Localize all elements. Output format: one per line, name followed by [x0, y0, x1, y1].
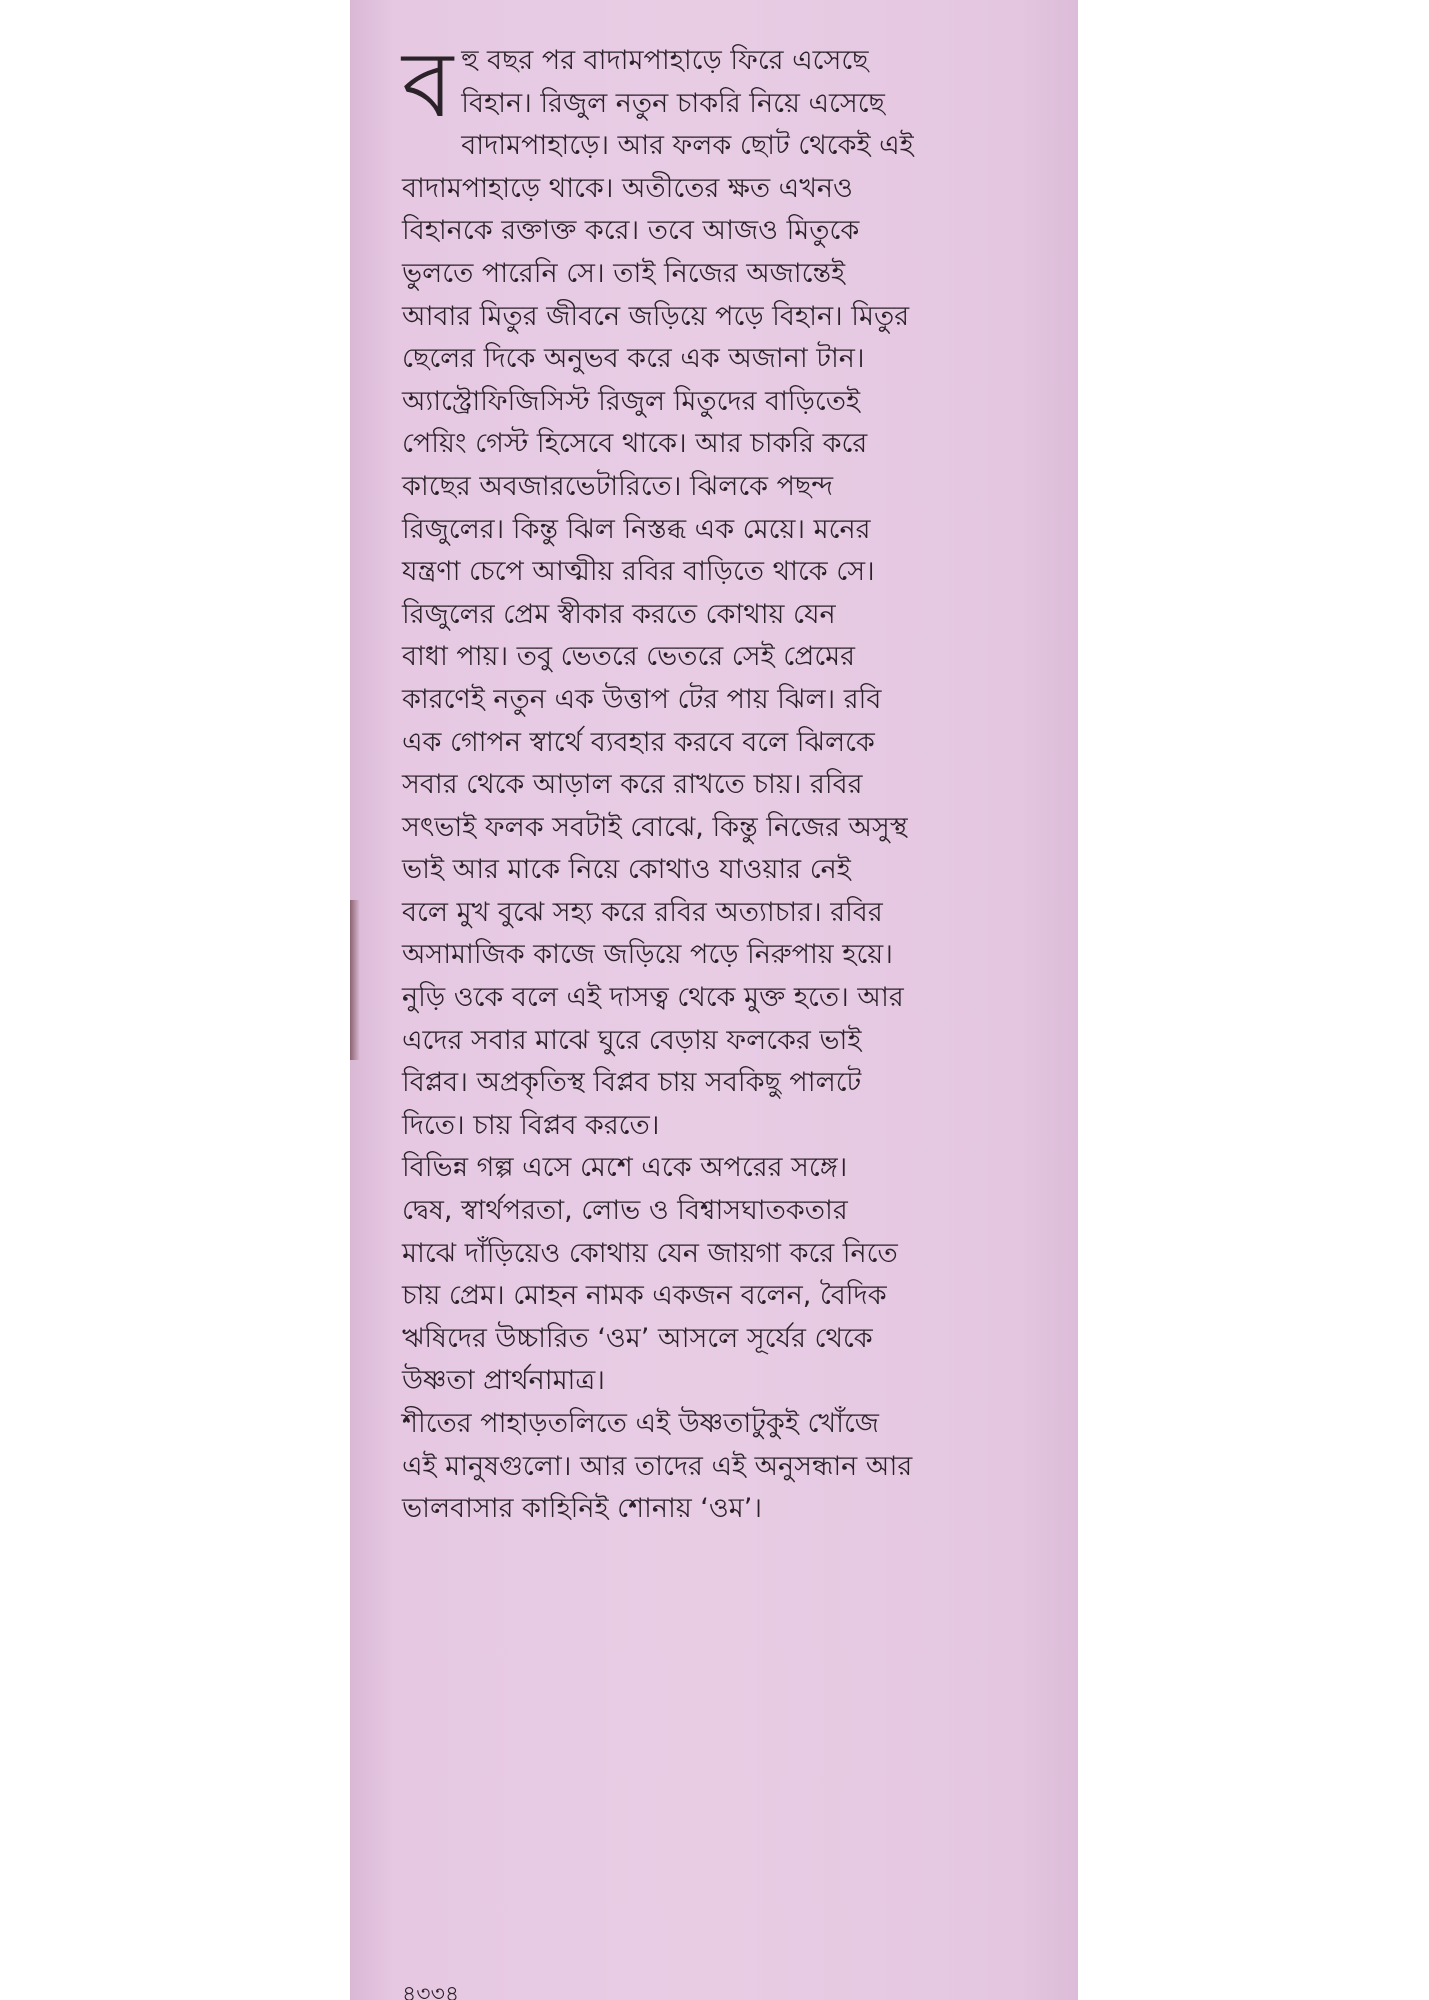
text-line: নুড়ি ওকে বলে এই দাসত্ব থেকে মুক্ত হতে। আর	[402, 982, 904, 1014]
text-line: উষ্ণতা প্রার্থনামাত্র।	[402, 1365, 605, 1397]
blurb-paragraph-1	[402, 31, 1002, 1147]
text-line: ভালবাসার কাহিনিই শোনায় ‘ওম’।	[402, 1493, 762, 1525]
text-line: অসামাজিক কাজে জড়িয়ে পড়ে নিরুপায় হয়ে।	[402, 939, 893, 971]
drop-cap: ব	[402, 31, 454, 138]
text-line: বাদামপাহাড়ে। আর ফলক ছোট থেকেই এই	[461, 130, 914, 162]
text-line: রিজুলের প্রেম স্বীকার করতে কোথায় যেন	[402, 598, 836, 630]
text-line: ছেলের দিকে অনুভব করে এক অজানা টান।	[402, 343, 865, 375]
text-line: সৎভাই ফলক সবটাই বোঝে, কিন্তু নিজের অসুস্থ	[402, 811, 908, 843]
text-line: যন্ত্রণা চেপে আত্মীয় রবির বাড়িতে থাকে সে।	[402, 556, 875, 588]
text-line: বিহান। রিজুল নতুন চাকরি নিয়ে এসেছে	[461, 87, 885, 119]
text-line: ঋষিদের উচ্চারিত ‘ওম’ আসলে সূর্যের থেকে	[402, 1322, 873, 1354]
text-line: কারণেই নতুন এক উত্তাপ টের পায় ঝিল। রবি	[402, 683, 882, 715]
blurb-text	[402, 31, 1002, 1531]
text-line: আবার মিতুর জীবনে জড়িয়ে পড়ে বিহান। মিতুর	[402, 300, 910, 332]
text-line: দ্বেষ, স্বার্থপরতা, লোভ ও বিশ্বাসঘাতকতার	[402, 1195, 848, 1227]
text-line: বাধা পায়। তবু ভেতরে ভেতরে সেই প্রেমের	[402, 641, 856, 673]
text-line: বিপ্লব। অপ্রকৃতিস্থ বিপ্লব চায় সবকিছু পালটে	[402, 1067, 862, 1099]
text-line: শীতের পাহাড়তলিতে এই উষ্ণতাটুকুই খোঁজে	[402, 1408, 879, 1439]
text-line: বিহানকে রক্তাক্ত করে। তবে আজও মিতুকে	[402, 215, 860, 247]
text-line: অ্যাস্ট্রোফিজিসিস্ট রিজুল মিতুদের বাড়িতেই	[402, 385, 861, 417]
text-line: চায় প্রেম। মোহন নামক একজন বলেন, বৈদিক	[402, 1280, 887, 1312]
text-line: সবার থেকে আড়াল করে রাখতে চায়। রবির	[402, 769, 863, 801]
text-line: বিভিন্ন গল্প এসে মেশে একে অপরের সঙ্গে।	[402, 1152, 848, 1184]
flap-edge-shadow	[350, 900, 360, 1060]
text-line: এই মানুষগুলো। আর তাদের এই অনুসন্ধান আর	[402, 1450, 913, 1482]
text-line: রিজুলের। কিন্তু ঝিল নিস্তব্ধ এক মেয়ে। মনের	[402, 513, 871, 545]
blurb-paragraph-3	[402, 1403, 1002, 1531]
text-line: বাদামপাহাড়ে থাকে। অতীতের ক্ষত এখনও	[402, 172, 853, 204]
text-line: হু বছর পর বাদামপাহাড়ে ফিরে এসেছে	[461, 45, 869, 76]
text-line: কাছের অবজারভেটারিতে। ঝিলকে পছন্দ	[402, 470, 833, 502]
text-line: ভাই আর মাকে নিয়ে কোথাও যাওয়ার নেই	[402, 854, 851, 886]
text-line: দিতে। চায় বিপ্লব করতে।	[402, 1109, 660, 1141]
text-line: ভুলতে পারেনি সে। তাই নিজের অজান্তেই	[402, 257, 846, 289]
text-line: বলে মুখ বুঝে সহ্য করে রবির অত্যাচার। রবির	[402, 896, 883, 928]
page-folio: ৪৩৩৪	[402, 1984, 460, 2000]
text-line: এদের সবার মাঝে ঘুরে বেড়ায় ফলকের ভাই	[402, 1024, 862, 1056]
text-line: এক গোপন স্বার্থে ব্যবহার করবে বলে ঝিলকে	[402, 726, 875, 758]
text-line: মাঝে দাঁড়িয়েও কোথায় যেন জায়গা করে নিতে	[402, 1237, 898, 1269]
blurb-paragraph-2	[402, 1147, 1002, 1403]
text-line: পেয়িং গেস্ট হিসেবে থাকে। আর চাকরি করে	[402, 428, 868, 460]
